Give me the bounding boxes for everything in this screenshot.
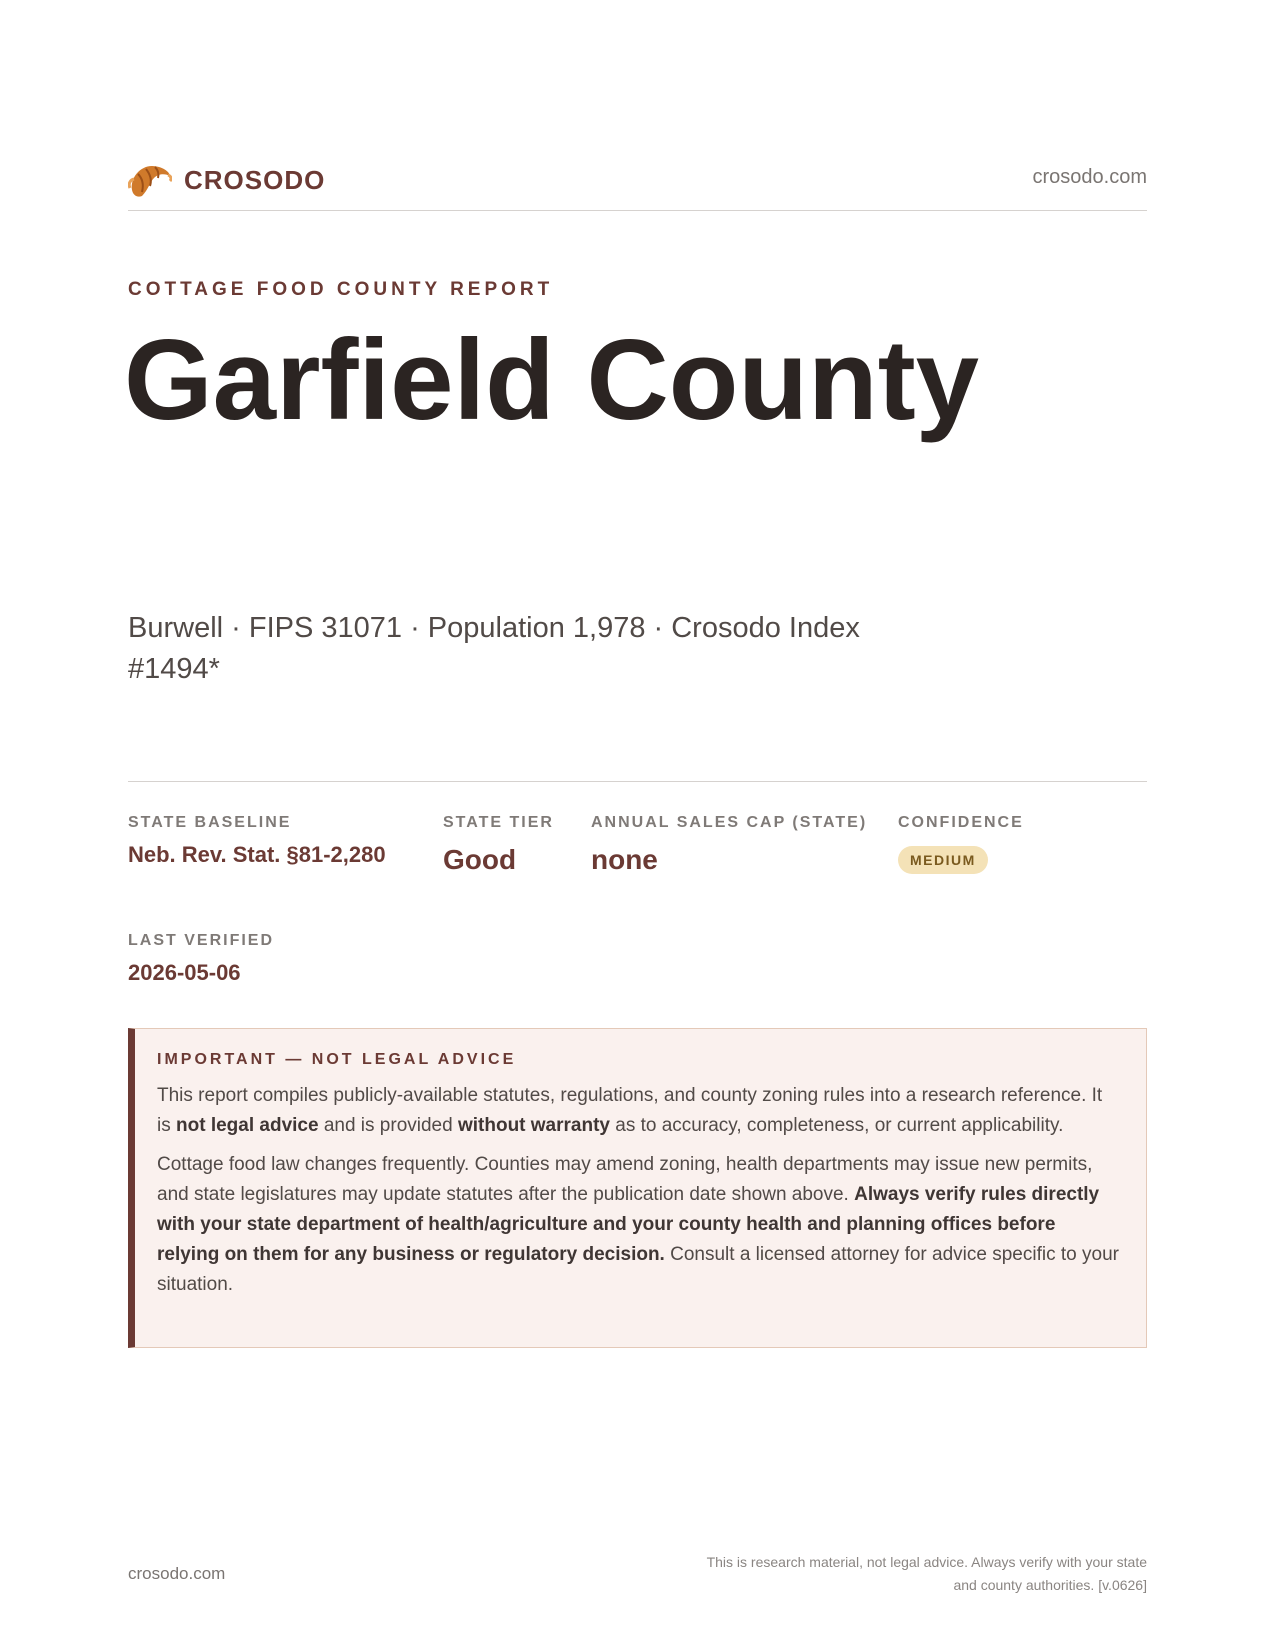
stat-label: STATE BASELINE [128, 814, 292, 831]
page-title: Garfield County [124, 317, 980, 444]
stat-confidence [898, 814, 1024, 874]
stat-label: CONFIDENCE [898, 814, 1024, 831]
stat-value: none [591, 844, 658, 875]
croissant-icon [128, 160, 172, 200]
notice-text: and is provided [318, 1115, 458, 1136]
stat-state-baseline [128, 814, 386, 868]
stat-sales-cap [591, 814, 867, 876]
stat-value: Good [443, 844, 517, 875]
stat-label: STATE TIER [443, 814, 554, 831]
stat-state-tier [443, 814, 554, 876]
section-divider [128, 781, 1147, 782]
notice-text: as to accuracy, completeness, or current applicability. [609, 1115, 1064, 1136]
status-badge: MEDIUM [898, 846, 988, 874]
notice-text: Cottage food law changes frequently. Counties may amend zoning, health departments may issue new permits, and state legislatures may update statutes after the publication date shown above. [157, 1154, 1093, 1205]
county-subtitle: Burwell · FIPS 31071 · Population 1,978 · Crosodo Index #1494* [128, 612, 860, 685]
notice-emphasis: Always verify rules directly with your state department of health/agriculture and your county health and planning offices before relying on them for any business or regulatory decision. [157, 1184, 1100, 1265]
stat-value: 2026-05-06 [128, 960, 241, 985]
notice-paragraph [157, 1150, 1120, 1300]
footer-disclaimer-line: and county authorities. [v.0626] [953, 1577, 1147, 1593]
header-divider [128, 210, 1147, 211]
report-eyebrow: COTTAGE FOOD COUNTY REPORT [128, 279, 554, 300]
legal-notice [128, 1028, 1147, 1348]
notice-emphasis: not legal advice [176, 1115, 319, 1136]
notice-text: Consult a licensed attorney for advice specific to your situation. [157, 1244, 1119, 1295]
footer-disclaimer [627, 1551, 1147, 1597]
stat-last-verified [128, 932, 274, 986]
brand-name: CROSODO [184, 164, 326, 195]
page-header [128, 158, 1147, 208]
notice-text: This report compiles publicly-available statutes, regulations, and county zoning rules into a research reference. It is [157, 1085, 1103, 1136]
stat-label: ANNUAL SALES CAP (STATE) [591, 814, 868, 831]
stat-label: LAST VERIFIED [128, 932, 275, 949]
notice-paragraph [157, 1081, 1120, 1141]
footer-site[interactable]: crosodo.com [128, 1564, 226, 1583]
notice-emphasis: without warranty [457, 1115, 610, 1136]
notice-title: IMPORTANT — NOT LEGAL ADVICE [157, 1051, 517, 1068]
stat-value: Neb. Rev. Stat. §81-2,280 [128, 842, 386, 867]
site-url[interactable]: crosodo.com [1032, 166, 1147, 188]
brand [128, 160, 325, 200]
footer-disclaimer-line: This is research material, not legal advice. Always verify with your state [706, 1554, 1147, 1570]
report-page [124, 0, 1147, 1650]
